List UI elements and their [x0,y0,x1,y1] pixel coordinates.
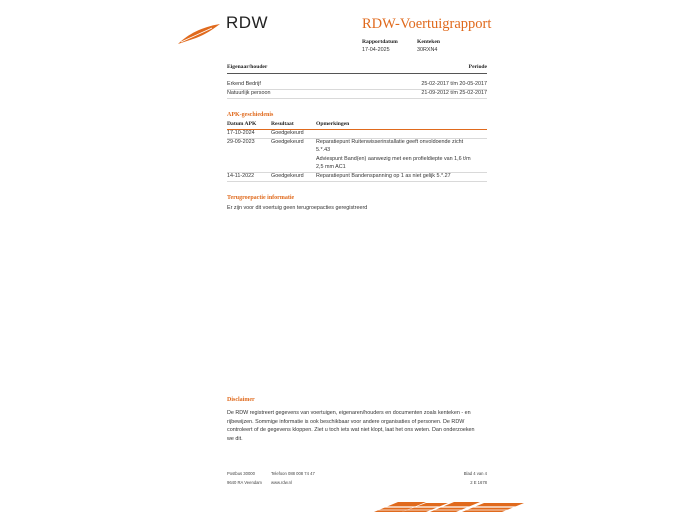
apk-remarks-column-header: Opmerkingen [316,121,350,127]
plate-label: Kenteken [417,39,440,45]
row-divider [227,181,487,182]
period-column-header: Periode [468,64,487,70]
report-date-value: 17-04-2025 [362,47,390,53]
owner-row-1-period: 25-02-2017 t/m 20-05-2017 [421,81,487,87]
apk-row-3-date: 14-11-2022 [227,173,255,179]
apk-row-2-remark-2: Adviespunt Band(en) aanwezig met een profieldiepte van 1,6 t/m [316,156,471,162]
recall-section-title: Terugroepactie informatie [227,195,295,201]
apk-row-2-remark-1: Reparatiepunt Ruitenwisserinstallatie geeft onvoldoende zicht [316,139,464,145]
plate-value: 30RXN4 [417,47,438,53]
owner-column-header: Eigenaar/houder [227,64,268,70]
footer-website: www.rdw.nl [271,480,292,485]
footer-code: 2 E 1678 [470,480,487,485]
owners-header-divider [227,73,487,74]
logo-text: RDW [226,13,269,32]
report-date-label: Rapportdatum [362,39,398,45]
owner-row-2-period: 21-09-2012 t/m 25-02-2017 [421,90,487,96]
rdw-stripes-graphic [368,498,526,514]
report-title: RDW-Voertuigrapport [362,16,492,32]
apk-row-1-date: 17-10-2024 [227,130,255,136]
footer-city: 9640 RA Veendam [227,480,262,485]
owner-row-2-name: Natuurlijk persoon [227,90,271,96]
apk-row-2-result: Goedgekeurd [271,139,304,145]
footer-page-number: Blad 4 van 4 [463,471,487,476]
apk-row-2-remark-2-code: 2,5 mm AC1 [316,164,346,170]
footer-phone: Telefoon 088 008 74 47 [271,471,315,476]
apk-section-title: APK-geschiedenis [227,112,274,118]
disclaimer-line-4: we dit. [227,435,243,442]
rdw-logo-icon [176,22,222,46]
apk-row-3-result: Goedgekeurd [271,173,304,179]
apk-row-1-result: Goedgekeurd [271,130,304,136]
recall-text: Er zijn voor dit voertuig geen terugroepacties geregistreerd [227,205,368,211]
owner-row-1-name: Erkend Bedrijf [227,81,261,87]
apk-header-divider [227,129,487,130]
apk-row-3-remark: Reparatiepunt Bandenspanning op 1 as niet gelijk 5.*.27 [316,173,451,179]
apk-row-2-date: 29-09-2023 [227,139,255,145]
disclaimer-line-2: rijbewijzen. Sommige informatie is ook beschikbaar voor andere organisaties of personen. De RDW [227,418,465,425]
disclaimer-title: Disclaimer [227,397,255,403]
disclaimer-line-1: De RDW registreert gegevens van voertuigen, eigenaren/houders en documenten zoals kenteken - en [227,410,471,416]
row-divider [227,98,487,99]
apk-row-2-remark-1-code: 5.*.43 [316,147,331,153]
apk-result-column-header: Resultaat [271,121,294,127]
apk-date-column-header: Datum APK [227,121,257,127]
footer-postbus: Postbus 30000 [227,471,255,476]
disclaimer-line-3: controleert of de gegevens kloppen. Ziet u toch iets wat niet klopt, laat het ons weten. Dan onderzoeken [227,427,475,433]
